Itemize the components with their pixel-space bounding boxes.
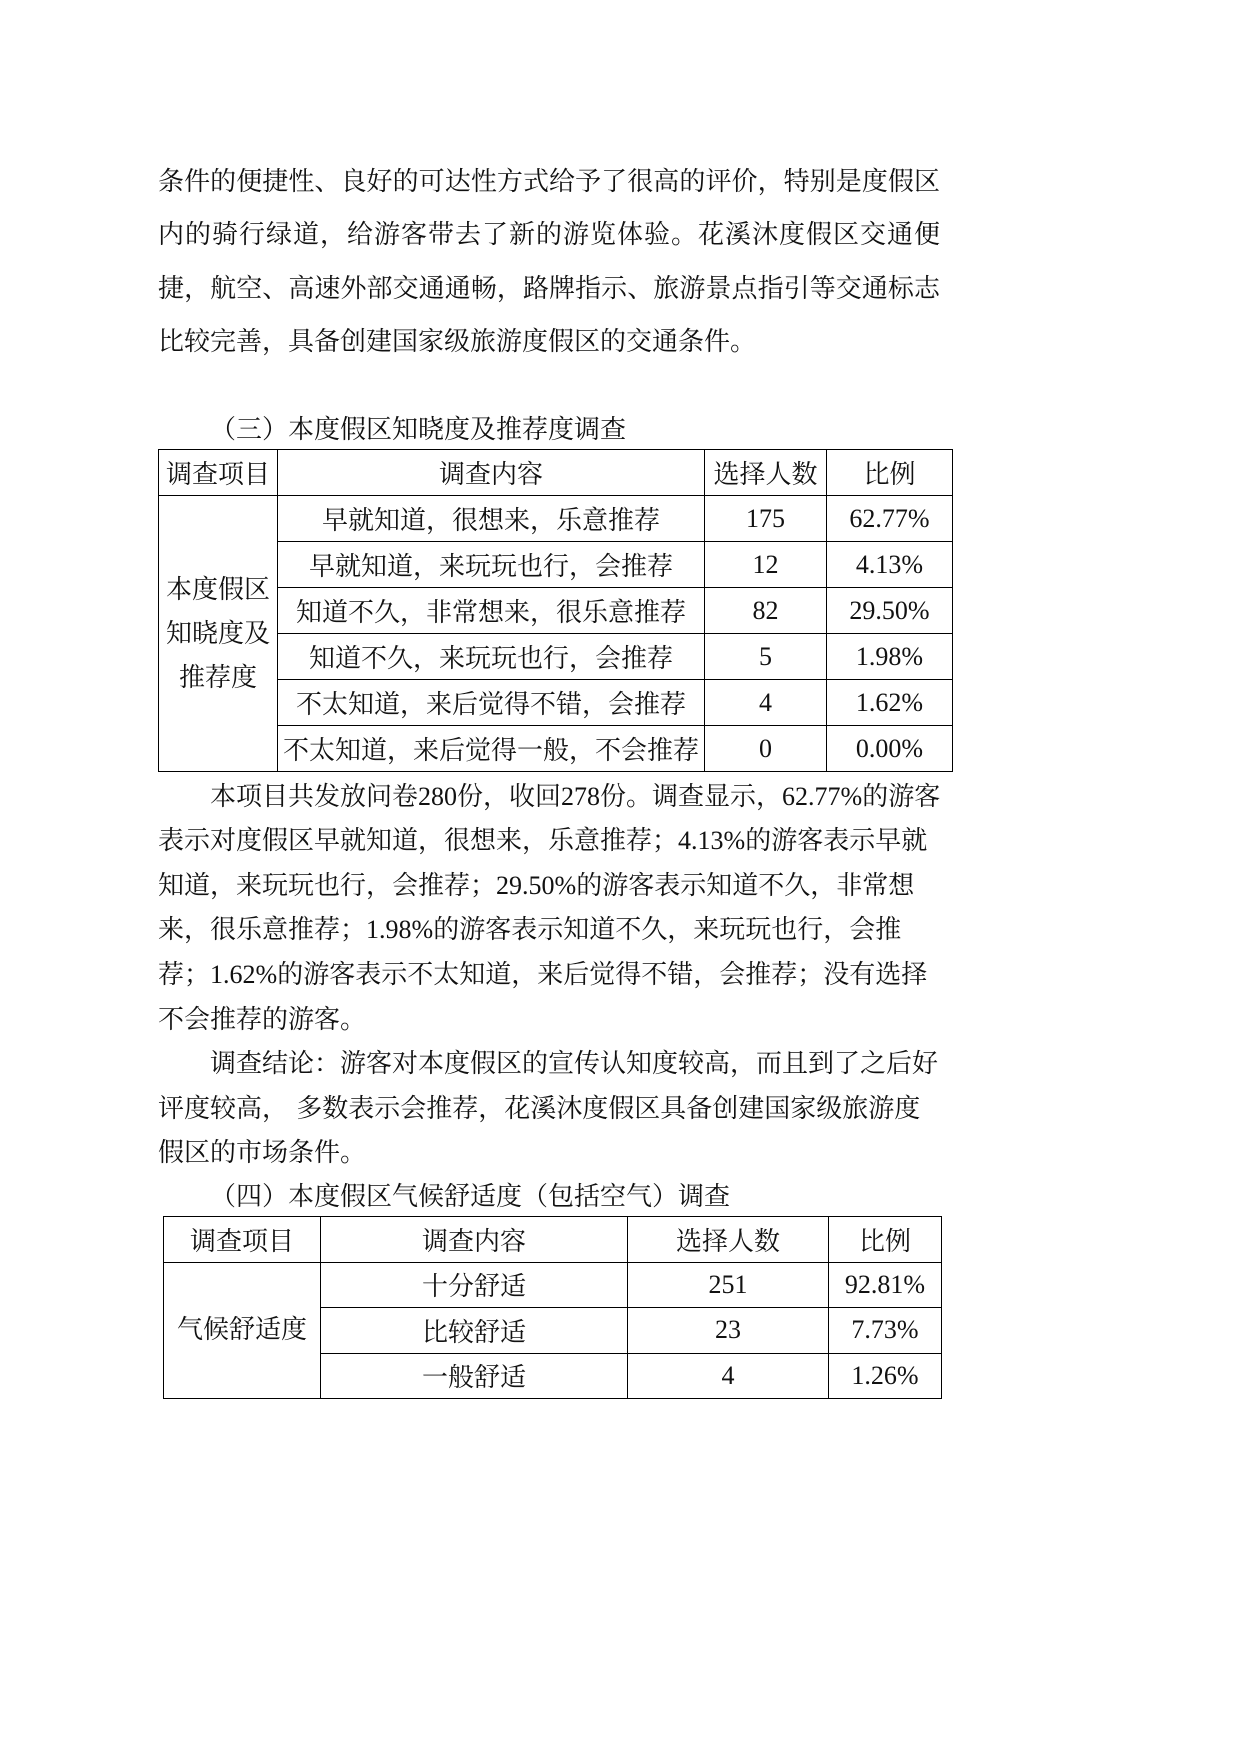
survey-content-cell: 十分舒适: [321, 1262, 628, 1308]
survey-content-cell: 知道不久，来玩玩也行，会推荐: [278, 634, 705, 680]
respondent-count-cell: 5: [705, 634, 827, 680]
table-row: [164, 1262, 942, 1308]
header-ratio: 比例: [829, 1217, 942, 1263]
header-respondent-count: 选择人数: [628, 1217, 829, 1263]
ratio-cell: 62.77%: [827, 496, 953, 542]
header-respondent-count: 选择人数: [705, 450, 827, 496]
respondent-count-cell: 12: [705, 542, 827, 588]
survey-content-cell: 早就知道，来玩玩也行，会推荐: [278, 542, 705, 588]
number-text: 29.50%: [496, 870, 577, 900]
survey-content-cell: 比较舒适: [321, 1308, 628, 1354]
number-text: 280: [418, 781, 458, 811]
respondent-count-cell: 82: [705, 588, 827, 634]
table-row: [159, 496, 953, 542]
header-survey-item: 调查项目: [159, 450, 278, 496]
header-survey-item: 调查项目: [164, 1217, 321, 1263]
number-text: 1.62%: [210, 960, 278, 990]
intro-line: 条件的便捷性、良好的可达性方式给予了很高的评价，特别是度假区: [158, 167, 940, 197]
number-text: 1.98%: [366, 915, 434, 945]
summary-line: 荐；1.62%的游客表示不太知道，来后觉得不错，会推荐；没有选择: [158, 960, 928, 991]
ratio-cell: 1.98%: [827, 634, 953, 680]
table-row: [159, 542, 953, 588]
intro-line: 捷，航空、高速外部交通通畅，路牌指示、旅游景点指引等交通标志: [158, 273, 940, 304]
respondent-count-cell: 251: [628, 1262, 829, 1308]
respondent-count-cell: 23: [628, 1308, 829, 1354]
intro-line: 比较完善，具备创建国家级旅游度假区的交通条件。: [158, 327, 757, 358]
table-row: [159, 726, 953, 772]
ratio-cell: 1.62%: [827, 680, 953, 726]
ratio-cell: 0.00%: [827, 726, 953, 772]
awareness-survey-table: [158, 449, 953, 772]
intro-line: 内的骑行绿道，给游客带去了新的游览体验。花溪沐度假区交通便: [158, 220, 940, 251]
ratio-cell: 29.50%: [827, 588, 953, 634]
summary-paragraph: [158, 775, 940, 1043]
respondent-count-cell: 4: [628, 1353, 829, 1399]
section-heading-awareness: （三）本度假区知晓度及推荐度调查: [210, 414, 627, 445]
climate-survey-table: [163, 1216, 942, 1399]
survey-content-cell: 一般舒适: [321, 1353, 628, 1399]
number-text: 278: [561, 781, 601, 811]
intro-paragraph: [158, 156, 940, 370]
summary-line: 本项目共发放问卷280份，收回278份。调查显示，62.77%的游客: [210, 781, 941, 812]
table-header-row: [159, 450, 953, 496]
summary-line: 不会推荐的游客。: [158, 1004, 367, 1035]
respondent-count-cell: 0: [705, 726, 827, 772]
ratio-cell: 4.13%: [827, 542, 953, 588]
section-heading-climate: （四）本度假区气候舒适度（包括空气）调查: [210, 1181, 731, 1212]
survey-item-cell: 本度假区知晓度及推荐度: [159, 496, 278, 772]
header-ratio: 比例: [827, 450, 953, 496]
survey-content-cell: 不太知道，来后觉得不错，会推荐: [278, 680, 705, 726]
header-survey-content: 调查内容: [321, 1217, 628, 1263]
conclusion-line: 评度较高， 多数表示会推荐，花溪沐度假区具备创建国家级旅游度: [158, 1093, 921, 1124]
number-text: 62.77%: [782, 781, 863, 811]
summary-line: 来，很乐意推荐；1.98%的游客表示知道不久，来玩玩也行，会推: [158, 915, 902, 946]
table-header-row: [164, 1217, 942, 1263]
survey-content-cell: 早就知道，很想来，乐意推荐: [278, 496, 705, 542]
respondent-count-cell: 175: [705, 496, 827, 542]
survey-content-cell: 知道不久，非常想来，很乐意推荐: [278, 588, 705, 634]
conclusion-line: 假区的市场条件。: [158, 1138, 367, 1169]
ratio-cell: 92.81%: [829, 1262, 942, 1308]
conclusion-paragraph: [158, 1042, 940, 1176]
survey-item-cell: 气候舒适度: [164, 1262, 321, 1399]
conclusion-line: 调查结论：游客对本度假区的宣传认知度较高，而且到了之后好: [210, 1049, 939, 1080]
table-row: [159, 680, 953, 726]
ratio-cell: 7.73%: [829, 1308, 942, 1354]
respondent-count-cell: 4: [705, 680, 827, 726]
table-row: [159, 588, 953, 634]
ratio-cell: 1.26%: [829, 1353, 942, 1399]
survey-content-cell: 不太知道，来后觉得一般，不会推荐: [278, 726, 705, 772]
summary-line: 表示对度假区早就知道，很想来，乐意推荐；4.13%的游客表示早就: [158, 826, 928, 857]
header-survey-content: 调查内容: [278, 450, 705, 496]
table-row: [159, 634, 953, 680]
summary-line: 知道，来玩玩也行，会推荐；29.50%的游客表示知道不久，非常想: [158, 870, 915, 901]
number-text: 4.13%: [678, 826, 746, 856]
